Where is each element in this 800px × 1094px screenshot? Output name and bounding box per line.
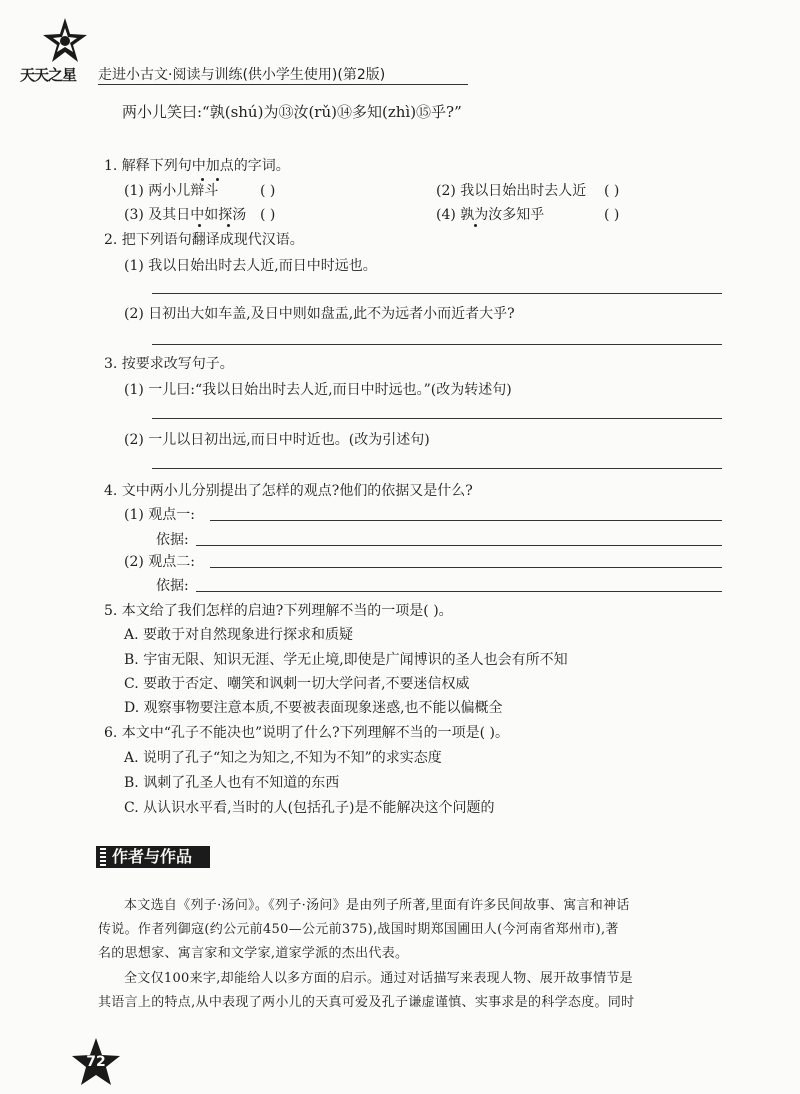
- q5-option-c[interactable]: C. 要敢于否定、嘲笑和讽刺一切大学问者,不要迷信权威: [124, 676, 470, 692]
- q1-title: 1. 解释下列句中加点的字词。: [104, 158, 290, 174]
- section-p1-line1: 本文选自《列子·汤问》。《列子·汤问》是由列子所著,里面有许多民间故事、寓言和神话: [124, 898, 630, 913]
- q5-option-a[interactable]: A. 要敢于对自然现象进行探求和质疑: [124, 627, 354, 643]
- emphasis-dot: [474, 224, 477, 227]
- q1-item-3: (3) 及其日中如探汤: [124, 207, 247, 223]
- emphasis-dot: [216, 178, 219, 181]
- q4-view-1-line[interactable]: [210, 520, 722, 521]
- q1-answer-2[interactable]: ( ): [604, 183, 620, 199]
- emphasis-dot: [201, 178, 204, 181]
- q4-basis-2-label: 依据:: [156, 578, 189, 594]
- q6-option-c[interactable]: C. 从认识水平看,当时的人(包括孔子)是不能解决这个问题的: [124, 800, 495, 816]
- section-p1-line3: 名的思想家、寓言家和文学家,道家学派的杰出代表。: [98, 946, 409, 961]
- q2-title: 2. 把下列语句翻译成现代汉语。: [104, 232, 304, 248]
- q5-option-b[interactable]: B. 宇宙无限、知识无涯、学无止境,即使是广闻博识的圣人也会有所不知: [124, 652, 568, 668]
- book-title: 走进小古文·阅读与训练(供小学生使用)(第2版): [98, 67, 386, 83]
- q3-title: 3. 按要求改写句子。: [104, 356, 234, 372]
- q4-view-1-label: (1) 观点一:: [124, 507, 195, 523]
- page-number-badge: [68, 1036, 124, 1090]
- q2-item-2: (2) 日初出大如车盖,及日中则如盘盂,此不为远者小而近者大乎?: [124, 306, 515, 322]
- section-p1-line2: 传说。作者列御寇(约公元前450—公元前375),战国时期郑国圃田人(今河南省郑州市),著: [98, 922, 619, 937]
- q1-item-1: (1) 两小儿辩斗: [124, 183, 219, 199]
- q5-title: 5. 本文给了我们怎样的启迪?下列理解不当的一项是( )。: [104, 603, 453, 619]
- q1-answer-3[interactable]: ( ): [260, 207, 276, 223]
- q3-item-1: (1) 一儿曰:“我以日始出时去人近,而日中时远也。”(改为转述句): [124, 382, 512, 398]
- section-banner-stripe: [100, 848, 106, 866]
- q5-option-d[interactable]: D. 观察事物要注意本质,不要被表面现象迷惑,也不能以偏概全: [124, 700, 503, 716]
- header-rule: [98, 84, 468, 85]
- emphasis-dot: [227, 224, 230, 227]
- page-number: 72: [86, 1054, 106, 1070]
- series-label: 天天之星: [20, 66, 77, 84]
- section-title: 作者与作品: [112, 847, 193, 866]
- q4-title: 4. 文中两小儿分别提出了怎样的观点?他们的依据又是什么?: [104, 483, 473, 499]
- quote-line: 两小儿笑曰:“孰(shú)为⑬汝(rǔ)⑭多知(zhì)⑮乎?”: [122, 103, 462, 121]
- q6-title: 6. 本文中“孔子不能决也”说明了什么?下列理解不当的一项是( )。: [104, 725, 510, 741]
- q2-item-1: (1) 我以日始出时去人近,而日中时远也。: [124, 258, 377, 274]
- q1-item-4: (4) 孰为汝多知乎: [436, 207, 545, 223]
- section-p2-line1: 全文仅100来字,却能给人以多方面的启示。通过对话描写来表现人物、展开故事情节是: [124, 971, 633, 986]
- q4-basis-1-label: 依据:: [156, 532, 189, 548]
- q4-basis-2-line[interactable]: [196, 591, 722, 592]
- q1-answer-1[interactable]: ( ): [260, 183, 276, 199]
- q6-option-a[interactable]: A. 说明了孔子“知之为知之,不知为不知”的求实态度: [124, 750, 442, 766]
- q4-view-2-line[interactable]: [210, 567, 722, 568]
- q3-item-2: (2) 一儿以日初出远,而日中时近也。(改为引述句): [124, 432, 430, 448]
- q6-option-b[interactable]: B. 讽刺了孔圣人也有不知道的东西: [124, 775, 340, 791]
- emphasis-dot: [198, 224, 201, 227]
- q2-answer-line-2[interactable]: [152, 344, 722, 345]
- section-banner: [96, 846, 210, 868]
- q4-view-2-label: (2) 观点二:: [124, 554, 195, 570]
- q1-answer-4[interactable]: ( ): [604, 207, 620, 223]
- q4-basis-1-line[interactable]: [196, 545, 722, 546]
- section-p2-line2: 其语言上的特点,从中表现了两小儿的天真可爱及孔子谦虚谨慎、实事求是的科学态度。同时: [98, 995, 635, 1010]
- q2-answer-line-1[interactable]: [152, 293, 722, 294]
- q1-item-2: (2) 我以日始出时去人近: [436, 183, 587, 199]
- q3-answer-line-1[interactable]: [152, 418, 722, 419]
- q3-answer-line-2[interactable]: [152, 468, 722, 469]
